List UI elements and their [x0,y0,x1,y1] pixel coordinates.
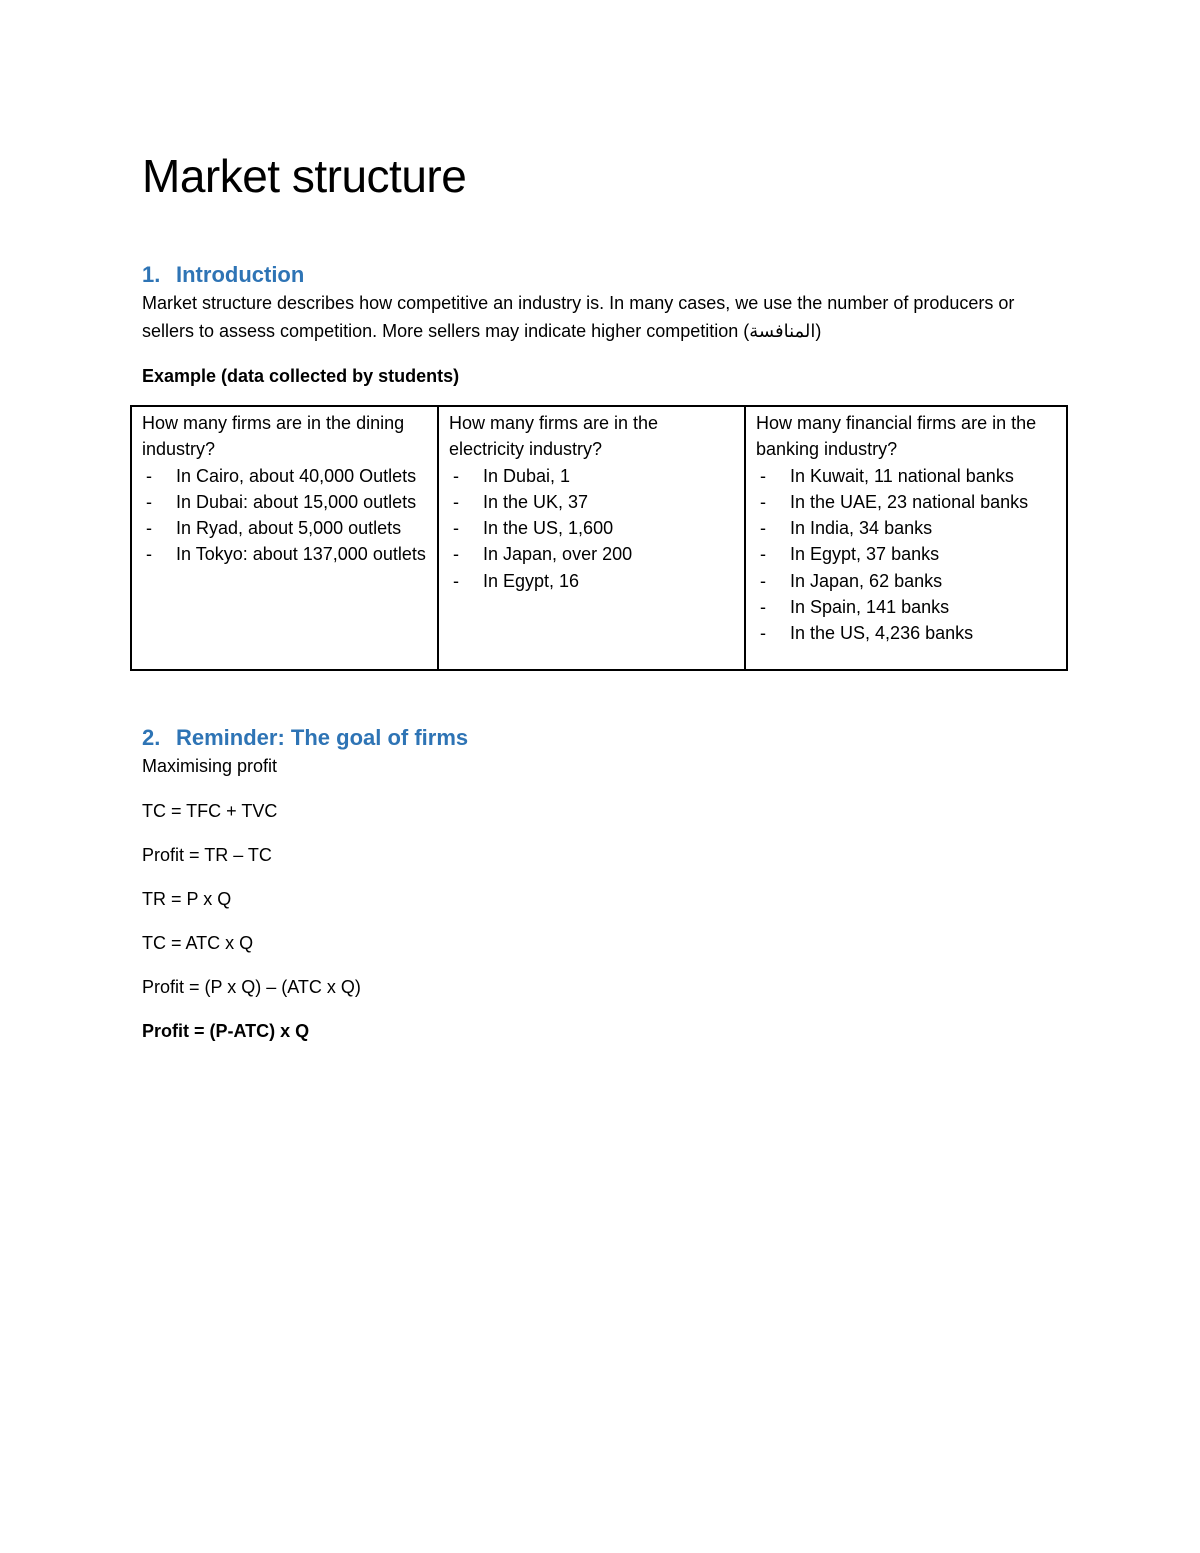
banking-list [756,463,1056,647]
document-title: Market structure [142,150,467,202]
list-item: - In Egypt, 16 [449,568,734,594]
list-item: - In Kuwait, 11 national banks [756,463,1056,489]
list-item: - In the UAE, 23 national banks [756,489,1056,515]
table-cell-banking [745,406,1067,670]
table-cell-electricity [438,406,745,670]
intro-paragraph: Market structure describes how competitive an industry is. In many cases, we use the number of producers or sellers to assess competition. More sellers may indicate higher competition (المنافسة) [142,293,1015,341]
list-item: - In the US, 1,600 [449,515,734,541]
section-heading-text: Introduction [176,262,305,287]
table-row [131,406,1067,670]
section-number: 2. [142,725,161,750]
example-label: Example (data collected by students) [142,366,460,386]
list-item: - In India, 34 banks [756,515,1056,541]
goal-statement: Maximising profit [142,756,278,776]
section-heading-introduction [142,261,304,289]
table-cell-dining [131,406,438,670]
formula-line: TR = P x Q [142,889,232,909]
list-item: - In Japan, over 200 [449,541,734,567]
list-item: - In Dubai, 1 [449,463,734,489]
list-item: - In the US, 4,236 banks [756,620,1056,646]
list-item: - In Dubai: about 15,000 outlets [142,489,427,515]
formula-line: TC = TFC + TVC [142,801,278,821]
formula-line: Profit = (P x Q) – (ATC x Q) [142,977,361,997]
section-heading-text: Reminder: The goal of firms [176,725,469,750]
list-item: - In Egypt, 37 banks [756,541,1056,567]
table-question: How many firms are in the electricity industry? [449,413,659,460]
list-item: - In Tokyo: about 137,000 outlets [142,541,427,567]
list-item: - In Cairo, about 40,000 Outlets [142,463,427,489]
table-question: How many firms are in the dining industry? [142,413,405,460]
list-item: - In Spain, 141 banks [756,594,1056,620]
section-heading-goal-of-firms [142,724,468,752]
table-question: How many financial firms are in the banking industry? [756,413,1037,460]
section-number: 1. [142,262,161,287]
list-item: - In the UK, 37 [449,489,734,515]
list-item: - In Ryad, about 5,000 outlets [142,515,427,541]
formula-line-final: Profit = (P-ATC) x Q [142,1021,310,1041]
dining-list [142,463,427,568]
firms-count-table [130,405,1068,671]
list-item: - In Japan, 62 banks [756,568,1056,594]
formula-line: TC = ATC x Q [142,933,254,953]
formula-line: Profit = TR – TC [142,845,272,865]
electricity-list [449,463,734,594]
